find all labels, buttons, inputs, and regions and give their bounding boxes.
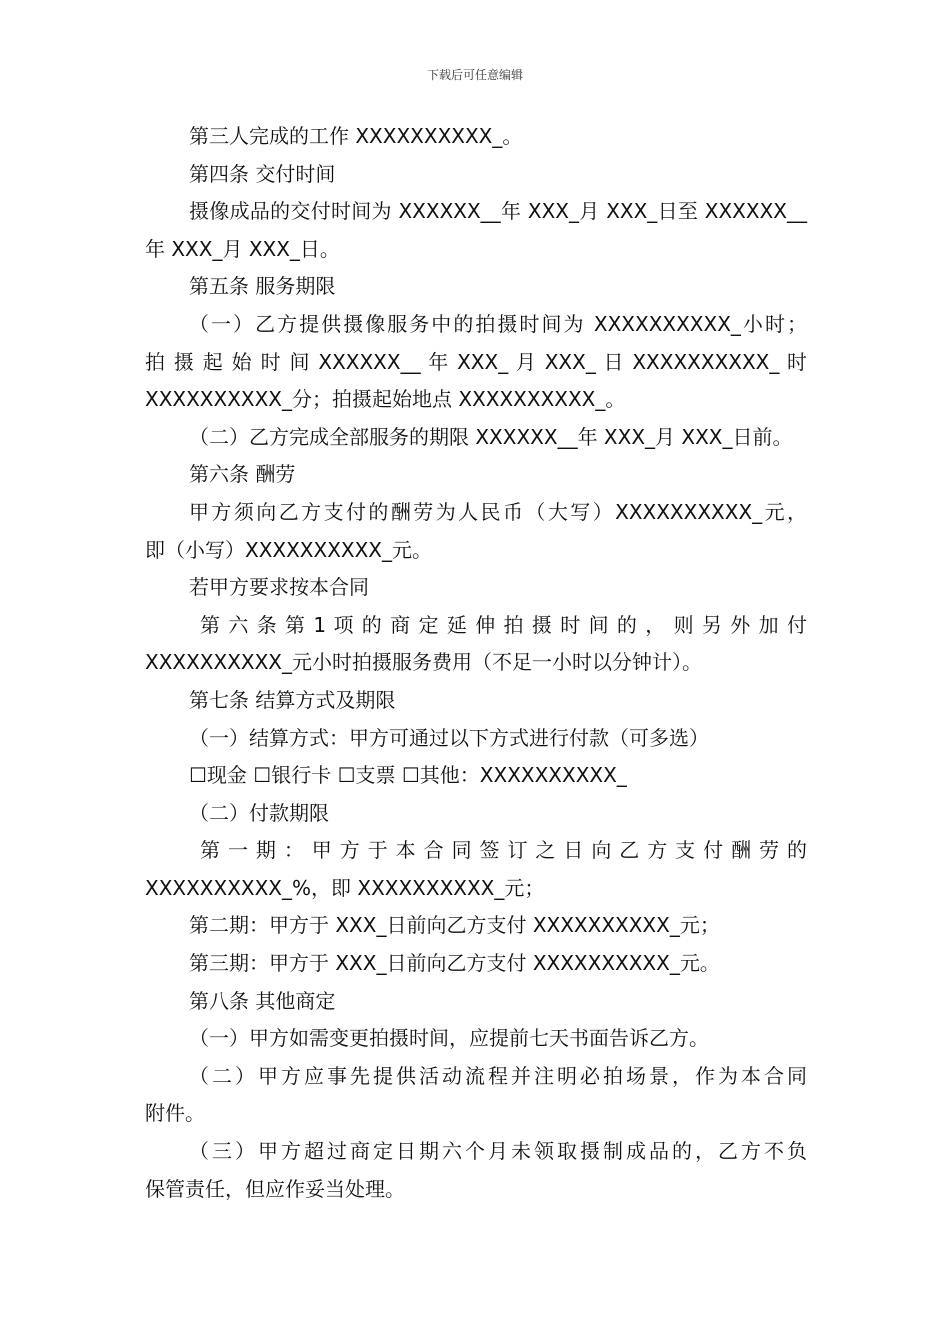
document-line: （一）甲方如需变更拍摄时间，应提前七天书面告诉乙方。 [189,1026,709,1051]
document-line: 第二期：甲方于 XXX_日前向乙方支付 XXXXXXXXXX_元； [189,913,720,938]
document-line: 摄像成品的交付时间为 XXXXXX__年 XXX_月 XXX_日至 XXXXXX__ [189,199,807,224]
document-line: （一）结算方式：甲方可通过以下方式进行付款（可多选） [189,725,709,750]
document-line: 保管责任，但应作妥当处理。 [145,1176,405,1201]
document-line: （二）乙方完成全部服务的期限 XXXXXX__年 XXX_月 XXX_日前。 [189,424,793,449]
document-line: 第七条 结算方式及期限 [189,687,396,712]
document-line: XXXXXXXXXX_元小时拍摄服务费用（不足一小时以分钟计）。 [145,650,703,675]
document-line: （二）付款期限 [189,800,329,825]
document-line: 拍 摄 起 始 时 间 XXXXXX__ 年 XXX_ 月 XXX_ 日 XXXXXXXXXX_ 时 [145,349,807,374]
page-header: 下载后可任意编辑 [426,68,523,82]
document-body [145,118,807,1208]
document-line: 年 XXX_月 XXX_日。 [145,236,340,261]
document-line: （一）乙方提供摄像服务中的拍摄时间为 XXXXXXXXXX_小时； [189,311,807,336]
document-line: （二）甲方应事先提供活动流程并注明必拍场景，作为本合同 [189,1063,807,1088]
document-line: 第六条 酬劳 [189,462,296,487]
document-line: 即（小写）XXXXXXXXXX_元。 [145,537,433,562]
document-line: 第四条 交付时间 [189,161,336,186]
document-line: 甲方须向乙方支付的酬劳为人民币（大写）XXXXXXXXXX_元， [189,499,807,524]
document-line: 第三期：甲方于 XXX_日前向乙方支付 XXXXXXXXXX_元。 [189,951,720,976]
document-line: 第三人完成的工作 XXXXXXXXXX_。 [189,124,523,148]
document-line: XXXXXXXXXX_%，即 XXXXXXXXXX_元； [145,875,545,900]
document-line: 第 六 条 第 1 项 的 商 定 延 伸 拍 摄 时 间 的 ， 则 另 外 加 付 [200,612,807,637]
document-line: 附件。 [145,1101,205,1126]
document-line: 第 一 期 ： 甲 方 于 本 合 同 签 订 之 日 向 乙 方 支 付 酬 劳 的 [200,838,807,863]
document-line: 第五条 服务期限 [189,274,336,299]
document-line: （三）甲方超过商定日期六个月未领取摄制成品的，乙方不负 [189,1139,807,1164]
document-line: XXXXXXXXXX_分；拍摄起始地点 XXXXXXXXXX_。 [145,387,626,412]
document-line: 若甲方要求按本合同 [189,575,369,600]
document-line: ☐现金 ☐银行卡 ☐支票 ☐其他：XXXXXXXXXX_ [189,763,627,788]
document-line: 第八条 其他商定 [189,988,336,1013]
